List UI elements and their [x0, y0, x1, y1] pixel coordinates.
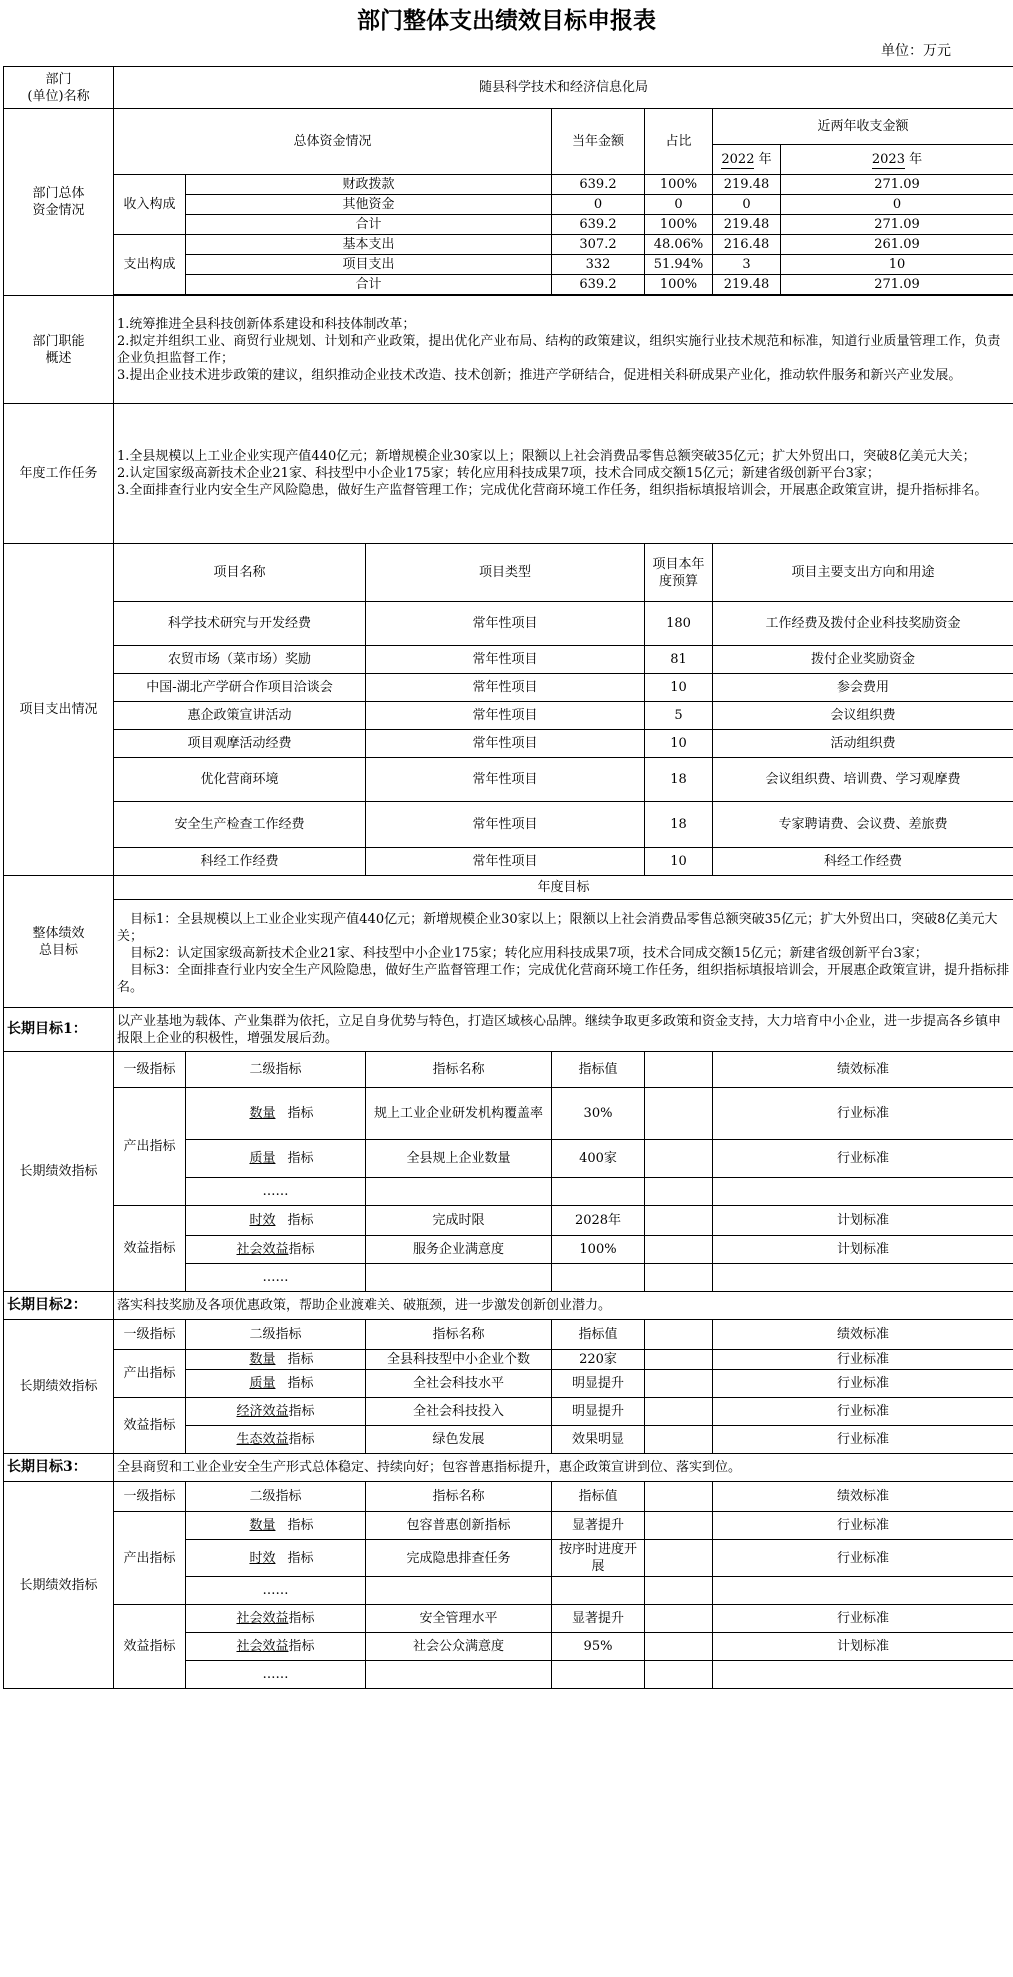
- blank-cell: [552, 1577, 645, 1605]
- indicator-standard: 计划标准: [713, 1236, 1013, 1264]
- blank-cell: [552, 1661, 645, 1689]
- project-use: 拨付企业奖励资金: [713, 646, 1013, 674]
- project-name: 优化营商环境: [114, 758, 366, 802]
- project-use: 会议组织费: [713, 702, 1013, 730]
- indicator-value: 95%: [552, 1633, 645, 1661]
- level2-suffix: 指标: [288, 1242, 315, 1257]
- income-y1: 219.48: [713, 175, 781, 195]
- income-name: 其他资金: [186, 195, 552, 215]
- indicator-name: 安全管理水平: [366, 1605, 552, 1633]
- level2-indicator: [186, 1633, 366, 1661]
- output-indicator-label: 产出指标: [114, 1088, 186, 1206]
- expense-label: 支出构成: [114, 235, 186, 295]
- blank-cell: [645, 1140, 713, 1178]
- head-indicator-value: 指标值: [552, 1482, 645, 1512]
- indicator-standard: 行业标准: [713, 1540, 1013, 1577]
- blank-cell: [645, 1540, 713, 1577]
- expense-name: 合计: [186, 275, 552, 295]
- blank-cell: [645, 1577, 713, 1605]
- level2-name: 社会效益: [236, 1639, 289, 1654]
- goal-text: 全县商贸和工业企业安全生产形式总体稳定、持续向好；包容普惠指标提升，惠企政策宣讲到位、落实到位。: [114, 1454, 1013, 1482]
- indicator-standard: 计划标准: [713, 1206, 1013, 1236]
- level2-name: 数量: [249, 1352, 276, 1367]
- blank-cell: [645, 1236, 713, 1264]
- blank-cell: [366, 1264, 552, 1292]
- level2-name: 时效: [249, 1213, 276, 1228]
- benefit-indicator-label: 效益指标: [114, 1605, 186, 1689]
- indicator-name: 规上工业企业研发机构覆盖率: [366, 1088, 552, 1140]
- project-budget: 5: [645, 702, 713, 730]
- head-level1: 一级指标: [114, 1320, 186, 1350]
- blank-cell: [645, 1052, 713, 1088]
- project-name: 科经工作经费: [114, 848, 366, 876]
- expense-y1: 216.48: [713, 235, 781, 255]
- blank-cell: [645, 1512, 713, 1540]
- overall-head: 年度目标: [114, 876, 1013, 900]
- blank-cell: [645, 1398, 713, 1426]
- duties-text: 1.统筹推进全县科技创新体系建设和科技体制改革； 2.拟定并组织工业、商贸行业规划、计划和产业政策，提出优化产业布局、结构的政策建议，组织实施行业技术规范和标准，知道行业质量管理工作，负责企业负担监督工作； 3.提出企业技术进步政策的建议，组织推动企业技术改造、技术创新；推进产学研结合，促进相关科研成果产业化，推动软件服务和新兴产业发展。: [114, 296, 1013, 404]
- expense-ratio: 51.94%: [645, 255, 713, 275]
- head-indicator-name: 指标名称: [366, 1482, 552, 1512]
- projects-head-use: 项目主要支出方向和用途: [713, 544, 1013, 602]
- indicator-value: 100%: [552, 1236, 645, 1264]
- project-type: 常年性项目: [366, 758, 645, 802]
- tasks-text: 1.全县规模以上工业企业实现产值440亿元；新增规模企业30家以上；限额以上社会消费品零售总额突破35亿元；扩大外贸出口，突破8亿美元大关； 2.认定国家级高新技术企业21家、科技型中小企业175家；转化应用科技成果7项，技术合同成交额15亿元；新建省级创新平台3家； 3.全面排查行业内安全生产风险隐患，做好生产监督管理工作；完成优化营商环境工作任务，组织指标填报培训会，开展惠企政策宣讲，提升指标排名。: [114, 404, 1013, 544]
- performance-table: [3, 66, 1013, 1689]
- ellipsis-cell: ……: [186, 1178, 366, 1206]
- level2-name: 数量: [249, 1106, 276, 1121]
- benefit-indicator-label: 效益指标: [114, 1206, 186, 1292]
- overall-label: 整体绩效 总目标: [4, 876, 114, 1008]
- output-indicator-label: 产出指标: [114, 1350, 186, 1398]
- income-amount: 639.2: [552, 175, 645, 195]
- project-budget: 10: [645, 674, 713, 702]
- blank-cell: [645, 1206, 713, 1236]
- head-standard: 绩效标准: [713, 1320, 1013, 1350]
- head-level2: 二级指标: [186, 1482, 366, 1512]
- project-type: 常年性项目: [366, 730, 645, 758]
- expense-y2: 271.09: [781, 275, 1013, 295]
- income-label: 收入构成: [114, 175, 186, 235]
- blank-cell: [552, 1178, 645, 1206]
- indicator-name: 完成时限: [366, 1206, 552, 1236]
- funds-section-label: 部门总体 资金情况: [4, 109, 114, 296]
- projects-head-type: 项目类型: [366, 544, 645, 602]
- project-budget: 10: [645, 848, 713, 876]
- income-y2: 0: [781, 195, 1013, 215]
- level2-suffix: 指标: [287, 1213, 314, 1228]
- indicator-standard: 行业标准: [713, 1398, 1013, 1426]
- expense-name: 项目支出: [186, 255, 552, 275]
- income-amount: 639.2: [552, 215, 645, 235]
- level2-indicator: [186, 1605, 366, 1633]
- project-use: 工作经费及拨付企业科技奖励资金: [713, 602, 1013, 646]
- year2-cell: 2023 年: [781, 145, 1013, 175]
- indicator-standard: 行业标准: [713, 1370, 1013, 1398]
- level2-name: 社会效益: [236, 1611, 289, 1626]
- level2-suffix: 指标: [287, 1352, 314, 1367]
- ellipsis-cell: ……: [186, 1577, 366, 1605]
- indicator-name: 全县科技型中小企业个数: [366, 1350, 552, 1370]
- project-name: 安全生产检查工作经费: [114, 802, 366, 848]
- level2-suffix: 指标: [287, 1151, 314, 1166]
- benefit-indicator-label: 效益指标: [114, 1398, 186, 1454]
- long-term-indicator-label: 长期绩效指标: [4, 1052, 114, 1292]
- indicator-name: 全社会科技投入: [366, 1398, 552, 1426]
- income-y2: 271.09: [781, 215, 1013, 235]
- income-name: 财政拨款: [186, 175, 552, 195]
- blank-cell: [552, 1264, 645, 1292]
- head-level1: 一级指标: [114, 1482, 186, 1512]
- year2: 2023: [871, 151, 905, 167]
- income-ratio: 100%: [645, 175, 713, 195]
- project-use: 科经工作经费: [713, 848, 1013, 876]
- blank-cell: [645, 1633, 713, 1661]
- long-term-indicator-label: 长期绩效指标: [4, 1482, 114, 1689]
- indicator-standard: 行业标准: [713, 1605, 1013, 1633]
- level2-suffix: 指标: [288, 1611, 315, 1626]
- blank-cell: [713, 1661, 1013, 1689]
- blank-cell: [713, 1577, 1013, 1605]
- blank-cell: [366, 1661, 552, 1689]
- project-name: 中国-湖北产学研合作项目洽谈会: [114, 674, 366, 702]
- year1: 2022: [721, 151, 755, 167]
- head-indicator-name: 指标名称: [366, 1052, 552, 1088]
- level2-suffix: 指标: [288, 1639, 315, 1654]
- head-standard: 绩效标准: [713, 1482, 1013, 1512]
- indicator-value: 显著提升: [552, 1512, 645, 1540]
- level2-suffix: 指标: [288, 1432, 315, 1447]
- overall-text: 目标1：全县规模以上工业企业实现产值440亿元；新增规模企业30家以上；限额以上社会消费品零售总额突破35亿元；扩大外贸出口，突破8亿美元大关； 目标2：认定国家级高新技术企业21家、科技型中小企业175家；转化应用科技成果7项，技术合同成交额15亿元；新建省级创新平台3家； 目标3：全面排查行业内安全生产风险隐患，做好生产监督管理工作；完成优化营商环境工作任务，组织指标填报培训会，开展惠企政策宣讲，提升指标排名。: [114, 900, 1013, 1008]
- projects-head-budget: 项目本年度预算: [645, 544, 713, 602]
- level2-indicator: [186, 1398, 366, 1426]
- expense-y2: 10: [781, 255, 1013, 275]
- income-ratio: 0: [645, 195, 713, 215]
- year1-cell: 2022 年: [713, 145, 781, 175]
- indicator-name: 绿色发展: [366, 1426, 552, 1454]
- blank-cell: [366, 1577, 552, 1605]
- blank-cell: [645, 1605, 713, 1633]
- indicator-standard: 行业标准: [713, 1512, 1013, 1540]
- expense-y1: 219.48: [713, 275, 781, 295]
- head-level2: 二级指标: [186, 1320, 366, 1350]
- indicator-value: 明显提升: [552, 1398, 645, 1426]
- level2-name: 社会效益: [236, 1242, 289, 1257]
- income-name: 合计: [186, 215, 552, 235]
- project-type: 常年性项目: [366, 802, 645, 848]
- project-name: 科学技术研究与开发经费: [114, 602, 366, 646]
- indicator-standard: 行业标准: [713, 1088, 1013, 1140]
- blank-cell: [645, 1661, 713, 1689]
- level2-indicator: [186, 1540, 366, 1577]
- goal-label: 长期目标3：: [4, 1454, 114, 1482]
- head-indicator-value: 指标值: [552, 1320, 645, 1350]
- project-budget: 81: [645, 646, 713, 674]
- project-use: 参会费用: [713, 674, 1013, 702]
- project-type: 常年性项目: [366, 702, 645, 730]
- level2-name: 时效: [249, 1550, 276, 1566]
- funds-head-recent: 近两年收支金额: [713, 109, 1013, 145]
- indicator-name: 完成隐患排查任务: [366, 1540, 552, 1577]
- level2-name: 质量: [249, 1376, 276, 1391]
- indicator-value: 明显提升: [552, 1370, 645, 1398]
- project-name: 惠企政策宣讲活动: [114, 702, 366, 730]
- project-budget: 10: [645, 730, 713, 758]
- duties-label: 部门职能 概述: [4, 296, 114, 404]
- level2-indicator: [186, 1140, 366, 1178]
- level2-indicator: [186, 1206, 366, 1236]
- blank-cell: [645, 1350, 713, 1370]
- blank-cell: [645, 1426, 713, 1454]
- ellipsis-cell: ……: [186, 1264, 366, 1292]
- expense-amount: 332: [552, 255, 645, 275]
- blank-cell: [645, 1264, 713, 1292]
- indicator-value: 显著提升: [552, 1605, 645, 1633]
- goal-label: 长期目标1：: [4, 1008, 114, 1052]
- blank-cell: [713, 1264, 1013, 1292]
- expense-amount: 639.2: [552, 275, 645, 295]
- project-budget: 180: [645, 602, 713, 646]
- indicator-name: 包容普惠创新指标: [366, 1512, 552, 1540]
- blank-cell: [645, 1178, 713, 1206]
- project-budget: 18: [645, 758, 713, 802]
- ellipsis-cell: ……: [186, 1661, 366, 1689]
- project-use: 会议组织费、培训费、学习观摩费: [713, 758, 1013, 802]
- income-ratio: 100%: [645, 215, 713, 235]
- goal-text: 落实科技奖励及各项优惠政策，帮助企业渡难关、破瓶颈，进一步激发创新创业潜力。: [114, 1292, 1013, 1320]
- indicator-name: 全社会科技水平: [366, 1370, 552, 1398]
- blank-cell: [713, 1178, 1013, 1206]
- income-amount: 0: [552, 195, 645, 215]
- head-level1: 一级指标: [114, 1052, 186, 1088]
- level2-indicator: [186, 1512, 366, 1540]
- level2-name: 生态效益: [236, 1432, 289, 1447]
- project-budget: 18: [645, 802, 713, 848]
- unit-label: 单位：万元: [881, 43, 951, 59]
- indicator-value: 220家: [552, 1350, 645, 1370]
- income-y1: 219.48: [713, 215, 781, 235]
- indicator-standard: 计划标准: [713, 1633, 1013, 1661]
- head-standard: 绩效标准: [713, 1052, 1013, 1088]
- project-type: 常年性项目: [366, 646, 645, 674]
- indicator-name: 社会公众满意度: [366, 1633, 552, 1661]
- head-indicator-name: 指标名称: [366, 1320, 552, 1350]
- level2-indicator: [186, 1426, 366, 1454]
- level2-suffix: 指标: [287, 1550, 314, 1566]
- output-indicator-label: 产出指标: [114, 1512, 186, 1605]
- funds-head-total: 总体资金情况: [114, 109, 552, 175]
- income-y2: 271.09: [781, 175, 1013, 195]
- blank-cell: [645, 1370, 713, 1398]
- project-use: 活动组织费: [713, 730, 1013, 758]
- funds-head-ratio: 占比: [645, 109, 713, 175]
- expense-y1: 3: [713, 255, 781, 275]
- indicator-value: 2028年: [552, 1206, 645, 1236]
- level2-indicator: [186, 1370, 366, 1398]
- level2-suffix: 指标: [287, 1376, 314, 1391]
- level2-indicator: [186, 1350, 366, 1370]
- indicator-standard: 行业标准: [713, 1140, 1013, 1178]
- project-name: 农贸市场（菜市场）奖励: [114, 646, 366, 674]
- indicator-standard: 行业标准: [713, 1426, 1013, 1454]
- level2-name: 经济效益: [236, 1404, 289, 1419]
- blank-cell: [645, 1088, 713, 1140]
- projects-head-name: 项目名称: [114, 544, 366, 602]
- level2-suffix: 指标: [288, 1404, 315, 1419]
- blank-cell: [645, 1320, 713, 1350]
- blank-cell: [645, 1482, 713, 1512]
- dept-label: 部门 (单位)名称: [4, 67, 114, 109]
- level2-name: 数量: [249, 1518, 276, 1533]
- expense-name: 基本支出: [186, 235, 552, 255]
- project-type: 常年性项目: [366, 674, 645, 702]
- indicator-value: 按序时进度开展: [552, 1540, 645, 1577]
- level2-suffix: 指标: [287, 1106, 314, 1121]
- income-y1: 0: [713, 195, 781, 215]
- level2-name: 质量: [249, 1151, 276, 1166]
- long-term-indicator-label: 长期绩效指标: [4, 1320, 114, 1454]
- goal-label: 长期目标2：: [4, 1292, 114, 1320]
- project-use: 专家聘请费、会议费、差旅费: [713, 802, 1013, 848]
- project-name: 项目观摩活动经费: [114, 730, 366, 758]
- expense-ratio: 48.06%: [645, 235, 713, 255]
- head-indicator-value: 指标值: [552, 1052, 645, 1088]
- funds-head-amount: 当年金额: [552, 109, 645, 175]
- level2-indicator: [186, 1088, 366, 1140]
- indicator-name: 服务企业满意度: [366, 1236, 552, 1264]
- blank-cell: [366, 1178, 552, 1206]
- expense-y2: 261.09: [781, 235, 1013, 255]
- dept-name: 随县科学技术和经济信息化局: [114, 67, 1013, 109]
- projects-label: 项目支出情况: [4, 544, 114, 876]
- level2-suffix: 指标: [287, 1518, 314, 1533]
- head-level2: 二级指标: [186, 1052, 366, 1088]
- indicator-value: 效果明显: [552, 1426, 645, 1454]
- project-type: 常年性项目: [366, 848, 645, 876]
- indicator-value: 30%: [552, 1088, 645, 1140]
- indicator-standard: 行业标准: [713, 1350, 1013, 1370]
- page-title: 部门整体支出绩效目标申报表: [357, 8, 656, 34]
- goal-text: 以产业基地为载体、产业集群为依托，立足自身优势与特色，打造区域核心品牌。继续争取更多政策和资金支持，大力培育中小企业，进一步提高各乡镇申报限上企业的积极性，增强发展后劲。: [114, 1008, 1013, 1052]
- indicator-value: 400家: [552, 1140, 645, 1178]
- level2-indicator: [186, 1236, 366, 1264]
- expense-amount: 307.2: [552, 235, 645, 255]
- tasks-label: 年度工作任务: [4, 404, 114, 544]
- project-type: 常年性项目: [366, 602, 645, 646]
- expense-ratio: 100%: [645, 275, 713, 295]
- indicator-name: 全县规上企业数量: [366, 1140, 552, 1178]
